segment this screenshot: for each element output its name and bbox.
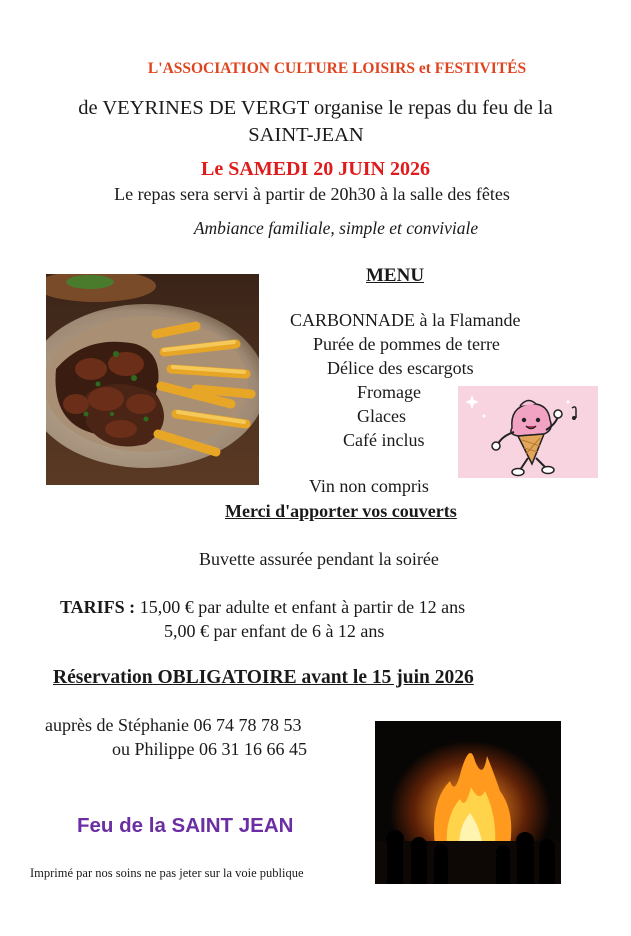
tarif-adult: 15,00 € par adulte et enfant à partir de 12 ans	[135, 597, 466, 617]
association-name: L'ASSOCIATION CULTURE LOISIRS et FESTIVITÉS	[147, 60, 527, 77]
bonfire-image	[375, 721, 561, 884]
served-info: Le repas sera servi à partir de 20h30 à la salle des fêtes	[114, 184, 510, 204]
menu-item: Fromage	[357, 382, 421, 402]
ice-cream-image	[458, 386, 598, 478]
bar-note: Buvette assurée pendant la soirée	[199, 549, 439, 569]
cutlery-note: Merci d'apporter vos couverts	[225, 501, 457, 521]
reservation-deadline: Réservation OBLIGATOIRE avant le 15 juin 2026	[53, 667, 474, 688]
menu-item: Café inclus	[343, 430, 425, 450]
tarifs-label: TARIFS :	[60, 597, 136, 617]
menu-item: CARBONNADE à la Flamande	[290, 310, 521, 330]
ambiance-text: Ambiance familiale, simple et conviviale	[193, 218, 479, 238]
tarif-child: 5,00 € par enfant de 6 à 12 ans	[164, 621, 385, 641]
contact-stephanie: auprès de Stéphanie 06 74 78 78 53	[45, 715, 302, 735]
menu-item: Délice des escargots	[327, 358, 474, 378]
contact-philippe: ou Philippe 06 31 16 66 45	[112, 739, 308, 759]
menu-item: Purée de pommes de terre	[313, 334, 500, 354]
headline-line-2: SAINT-JEAN	[248, 124, 364, 146]
wine-note: Vin non compris	[309, 476, 429, 496]
menu-title: MENU	[366, 265, 425, 286]
headline-line-1: de VEYRINES DE VERGT organise le repas du feu de la	[78, 97, 553, 119]
tarifs-line	[60, 597, 465, 618]
menu-item: Glaces	[357, 406, 406, 426]
food-image	[46, 274, 259, 485]
feu-saint-jean-title: Feu de la SAINT JEAN	[77, 814, 294, 837]
print-notice: Imprimé par nos soins ne pas jeter sur la voie publique	[30, 866, 304, 880]
event-date: Le SAMEDI 20 JUIN 2026	[201, 158, 430, 180]
